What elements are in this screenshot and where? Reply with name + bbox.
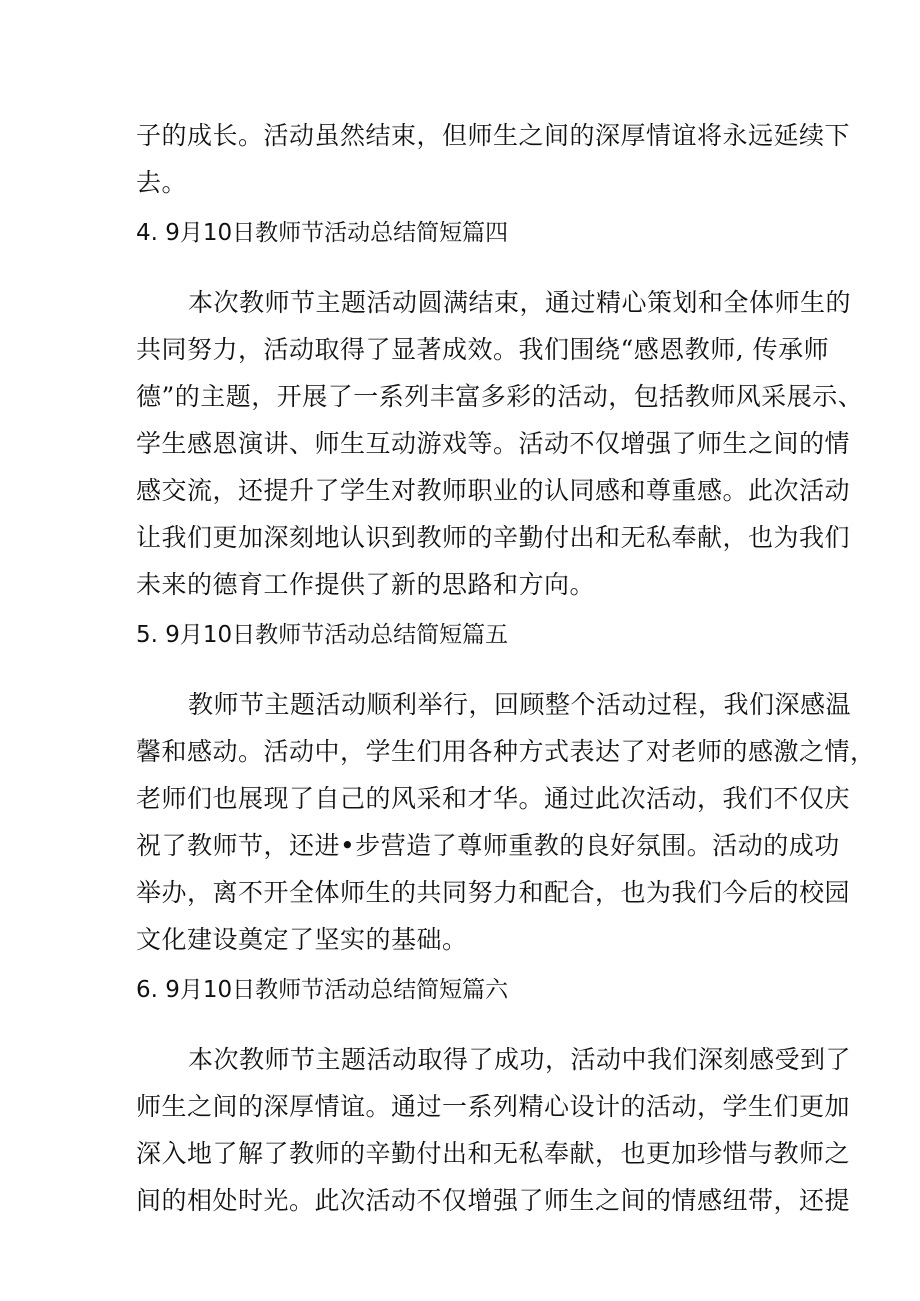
- section-paragraph: [136, 681, 876, 963]
- paragraph-line: 举办，离不开全体师生的共同努力和配合，也为我们今后的校园: [136, 878, 851, 907]
- paragraph-line: 子的成长。活动虽然结束，但师生之间的深厚情谊将永远延续下: [136, 121, 851, 150]
- paragraph-line: 师生之间的深厚情谊。通过一系列精心设计的活动，学生们更加: [136, 1092, 851, 1121]
- paragraph-line: 去。: [136, 168, 188, 197]
- paragraph-line: 教师节主题活动顺利举行，回顾整个活动过程，我们深感温: [188, 690, 852, 719]
- paragraph-line: 感交流，还提升了学生对教师职业的认同感和尊重感。此次活动: [136, 476, 851, 505]
- paragraph-line: 未来的德育工作提供了新的思路和方向。: [136, 570, 596, 599]
- intro-paragraph: [136, 112, 851, 206]
- section-heading: 4. 9月10日教师节活动总结简短篇四: [136, 220, 509, 246]
- paragraph-line: 老师们也展现了自己的风采和才华。通过此次活动，我们不仅庆: [136, 784, 851, 813]
- paragraph-line: 文化建设奠定了坚实的基础。: [136, 925, 468, 954]
- paragraph-line: 间的相处时光。此次活动不仅增强了师生之间的情感纽带，还提: [136, 1186, 851, 1215]
- section-paragraph: [136, 1036, 852, 1224]
- section-paragraph: [136, 279, 864, 608]
- section-heading: 5. 9月10日教师节活动总结简短篇五: [136, 622, 509, 648]
- document-page: [136, 112, 876, 1224]
- paragraph-line: 馨和感动。活动中，学生们用各种方式表达了对老师的感激之情，: [136, 737, 876, 766]
- section-heading: 6. 9月10日教师节活动总结简短篇六: [136, 977, 509, 1003]
- paragraph-line: 德”的主题，开展了一系列丰富多彩的活动，包括教师风采展示、: [136, 382, 864, 411]
- paragraph-line: 本次教师节主题活动取得了成功，活动中我们深刻感受到了: [188, 1045, 852, 1074]
- paragraph-line: 共同努力，活动取得了显著成效。我们围绕“感恩教师, 传承师: [136, 335, 830, 364]
- paragraph-line: 本次教师节主题活动圆满结束，通过精心策划和全体师生的: [188, 288, 852, 317]
- paragraph-line: 祝了教师节，还进•步营造了尊师重教的良好氛围。活动的成功: [136, 831, 840, 860]
- paragraph-line: 让我们更加深刻地认识到教师的辛勤付出和无私奉献，也为我们: [136, 523, 851, 552]
- paragraph-line: 深入地了解了教师的辛勤付出和无私奉献，也更加珍惜与教师之: [136, 1139, 851, 1168]
- paragraph-line: 学生感恩演讲、师生互动游戏等。活动不仅增强了师生之间的情: [136, 429, 851, 458]
